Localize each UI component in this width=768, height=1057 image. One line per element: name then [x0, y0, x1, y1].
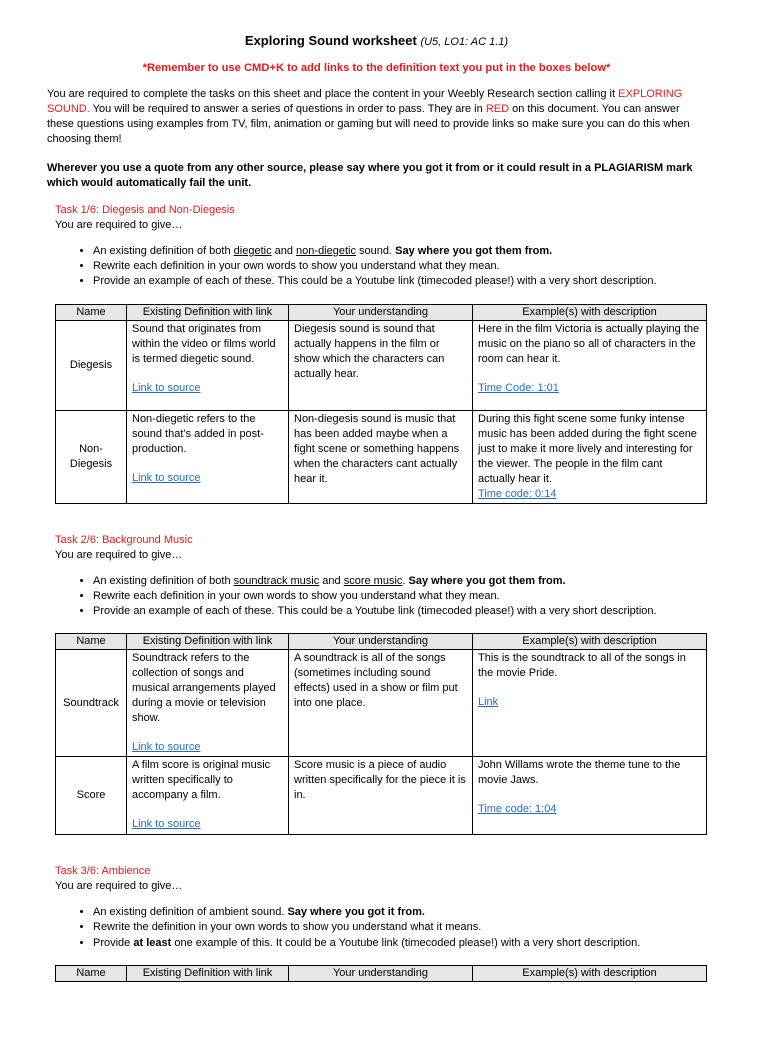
header-example: Example(s) with description — [473, 634, 707, 650]
task1-title: Task 1/6: Diegesis and Non-Diegesis — [55, 204, 235, 216]
example-text: During this fight scene some funky intense music has been added during the fight scene just to make it more lively and interesting for the viewer. The people in the film cant actually hear it. — [478, 412, 697, 485]
header-definition: Existing Definition with link — [127, 304, 289, 320]
page-title — [47, 33, 706, 48]
row-definition — [127, 320, 289, 410]
task1-table — [55, 304, 707, 504]
header-example: Example(s) with description — [473, 965, 707, 981]
row-name: Soundtrack — [56, 650, 127, 757]
task3-b1-bold: Say where you got it from. — [287, 906, 425, 919]
definition-text: Soundtrack refers to the collection of songs and musical arrangements played during a movie or television show. — [132, 652, 276, 725]
task2-bullet-1 — [93, 574, 706, 589]
row-example — [473, 410, 707, 503]
plagiarism-warning: Wherever you use a quote from any other source, please say where you got it from or it could result in a PLAGIARISM mark which would automatically fail the unit. — [47, 162, 693, 189]
title-subtitle: (U5, LO1: AC 1.1) — [420, 36, 509, 48]
intro-red-word: RED — [485, 103, 510, 115]
task3-b3-post: one example of this. It could be a Youtube link (timecoded please!) with a very short description. — [171, 936, 641, 949]
task2-bullet-3: • Provide an example of each of these. This could be a Youtube link (timecoded please!) with a very short description. — [93, 604, 706, 619]
row-example — [473, 320, 707, 410]
header-understanding: Your understanding — [289, 634, 473, 650]
task3-table — [55, 965, 707, 982]
row-definition — [127, 757, 289, 835]
task3-bullet-1 — [93, 905, 706, 920]
example-text: This is the soundtrack to all of the songs in the movie Pride. — [478, 652, 686, 680]
reminder-text: *Remember to use CMD+K to add links to the definition text you put in the boxes below* — [142, 62, 611, 74]
task2-title: Task 2/6: Background Music — [55, 533, 193, 546]
table-row — [56, 757, 707, 835]
table-row — [56, 410, 707, 503]
header-definition: Existing Definition with link — [127, 965, 289, 981]
row-name: Score — [56, 757, 127, 835]
timecode-link[interactable]: Time code: 0:14 — [478, 487, 557, 500]
task1-b1-post: sound. — [355, 245, 396, 257]
source-link[interactable]: Link to source — [132, 381, 201, 394]
header-name: Name — [56, 634, 127, 650]
table-header-row — [56, 304, 707, 320]
header-example: Example(s) with description — [473, 304, 707, 320]
task3-requirement: You are required to give… — [55, 880, 183, 893]
task1-b1-bold: Say where you got them from. — [395, 245, 553, 257]
task1-b1-pre: An existing definition of both — [93, 245, 234, 257]
example-text: John Willams wrote the theme tune to the movie Jaws. — [478, 759, 681, 787]
worksheet-page — [0, 33, 768, 1057]
task1-b1-term1: diegetic — [233, 245, 272, 257]
example-link[interactable]: Link — [478, 696, 499, 709]
title-text: Exploring Sound worksheet — [244, 33, 417, 48]
task2-b1-bold: Say where you got them from. — [408, 574, 566, 587]
task1-bullet-2: • Rewrite each definition in your own words to show you understand what they mean. — [93, 259, 706, 274]
header-name: Name — [56, 965, 127, 981]
table-row — [56, 650, 707, 757]
table-header-row — [56, 634, 707, 650]
intro-paragraph — [47, 87, 706, 147]
definition-text: Non-diegetic refers to the sound that’s added in post-production. — [132, 412, 264, 455]
task2-b1-pre: An existing definition of both — [93, 574, 234, 587]
header-definition: Existing Definition with link — [127, 634, 289, 650]
task3-bullet-3 — [93, 936, 706, 951]
task3-bullet-2: • Rewrite the definition in your own words to show you understand what it means. — [93, 920, 706, 935]
task3-b3-bold: at least — [133, 936, 172, 949]
row-name: Non-Diegesis — [56, 410, 127, 503]
task2-b1-term2: score music — [343, 574, 403, 587]
intro-text-3: on this document. You can answer these questions using examples from TV, film, animation or gaming but will need to provide links so make sure you can do this when choosing them! — [47, 103, 690, 145]
table-row — [56, 320, 707, 410]
example-text: Here in the film Victoria is actually playing the music on the piano so all of characters in the room can hear it. — [478, 322, 700, 365]
task1-bullets — [47, 244, 706, 290]
task2-b1-post: . — [402, 574, 409, 587]
header-understanding: Your understanding — [289, 965, 473, 981]
header-understanding: Your understanding — [289, 304, 473, 320]
task3-title: Task 3/6: Ambience — [55, 865, 151, 878]
source-link[interactable]: Link to source — [132, 741, 201, 754]
task1-requirement: You are required to give… — [55, 219, 183, 231]
definition-text: Sound that originates from within the video or films world is termed diegetic sound. — [132, 322, 276, 365]
task2-bullets — [47, 574, 706, 620]
table-header-row — [56, 965, 707, 981]
row-understanding: Diegesis sound is sound that actually happens in the film or show which the characters can actually hear. — [289, 320, 473, 410]
intro-exploring-sound: EXPLORING SOUND. — [47, 88, 683, 115]
intro-text-1: You are required to complete the tasks on this sheet and place the content in your Weebly Research section calling it — [47, 88, 619, 100]
task1-b1-term2: non-diegetic — [296, 245, 356, 257]
row-definition — [127, 410, 289, 503]
source-link[interactable]: Link to source — [132, 818, 201, 831]
row-example — [473, 650, 707, 757]
task3-bullets — [47, 905, 706, 951]
task2-b1-mid: and — [319, 574, 344, 587]
row-name: Diegesis — [56, 320, 127, 410]
definition-text: A film score is original music written specifically to accompany a film. — [132, 759, 271, 802]
task2-requirement: You are required to give… — [55, 548, 183, 561]
task2-b1-term1: soundtrack music — [233, 574, 320, 587]
intro-text-2: You will be required to answer a series of questions in order to pass. They are in — [89, 103, 486, 115]
timecode-link[interactable]: Time code: 1:04 — [478, 803, 557, 816]
row-definition — [127, 650, 289, 757]
task3-b1-pre: An existing definition of ambient sound. — [93, 906, 288, 919]
timecode-link[interactable]: Time Code: 1:01 — [478, 381, 559, 394]
task2-table — [55, 633, 707, 835]
source-link[interactable]: Link to source — [132, 471, 201, 484]
row-understanding: Score music is a piece of audio written specifically for the piece it is in. — [289, 757, 473, 835]
task1-bullet-3: • Provide an example of each of these. This could be a Youtube link (timecoded please!) with a very short description. — [93, 274, 706, 289]
row-understanding: A soundtrack is all of the songs (sometimes including sound effects) used in a show or film put into one place. — [289, 650, 473, 757]
task2-bullet-2: • Rewrite each definition in your own words to show you understand what they mean. — [93, 589, 706, 604]
task1-b1-mid: and — [271, 245, 297, 257]
header-name: Name — [56, 304, 127, 320]
task1-bullet-1 — [93, 244, 706, 259]
task3-b3-pre: Provide — [93, 936, 134, 949]
row-example — [473, 757, 707, 835]
row-understanding: Non-diegesis sound is music that has been added maybe when a fight scene or something happens when the characters cant actually hear it. — [289, 410, 473, 503]
